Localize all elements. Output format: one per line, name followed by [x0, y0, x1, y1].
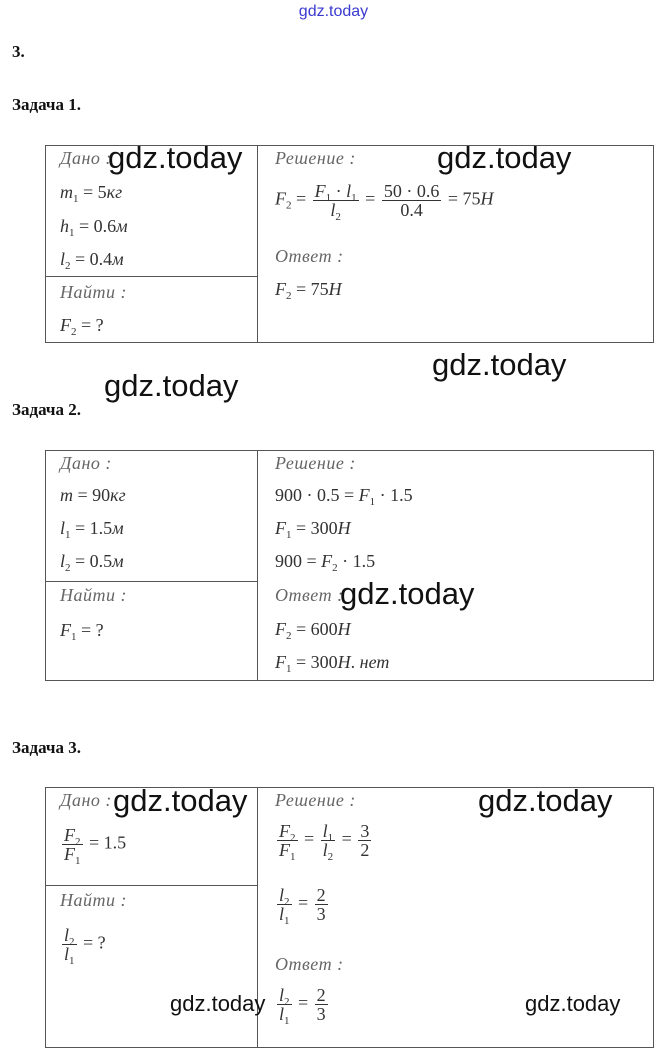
task-2-find-value: $F_1$ = ?: [60, 620, 104, 643]
task-3-given-label: Дано :: [60, 790, 112, 810]
task-3-heading: Задача 3.: [12, 738, 81, 757]
task-2-solution-line-3: $900 = F_2 \cdot 1.5$: [275, 551, 376, 574]
watermark: gdz.today: [170, 991, 266, 1016]
task-2-solution-line-2: $F_1 = 300H$: [275, 518, 351, 541]
task-1-solution-formula: $F_2$ = $\frac{F_1 \cdot l_1}{l_2}$ = $\frac{50 \cdot 0.6}{0.4}$ = 75H: [275, 181, 494, 223]
task-2-solution-label: Решение :: [275, 453, 356, 473]
watermark: gdz.today: [104, 368, 239, 403]
task-3-answer-label: Ответ :: [275, 954, 344, 974]
section-number: 3.: [12, 42, 25, 61]
watermark: gdz.today: [340, 576, 475, 611]
task-2-answer-line-1: $F_2 = 600H$: [275, 619, 351, 642]
task-2-heading: Задача 2.: [12, 400, 81, 419]
task-2-table: [45, 450, 654, 681]
task-3-find-label: Найти :: [60, 890, 127, 910]
task-1-given-l2: $l_2 = 0.4м$: [60, 249, 124, 272]
task-2-given-l1: $l_1 = 1.5м$: [60, 518, 124, 541]
task-3-solution-label: Решение :: [275, 790, 356, 810]
watermark: gdz.today: [432, 347, 567, 382]
task-2-answer-line-2: $F_1 = 300H$. нет: [275, 652, 390, 675]
task-3-given-ratio: $\frac{F_2}{F_1}$ = 1.5: [64, 825, 127, 867]
watermark: gdz.today: [108, 140, 243, 175]
task-1-answer-value: $F_2 = 75H$: [275, 279, 342, 302]
task-1-find-value: $F_2$ = ?: [60, 315, 104, 338]
task-1-find-label: Найти :: [60, 282, 127, 302]
task-3-solution-line-2: $\frac{l_2}{l_1}$ = $\frac{2}{3}$: [279, 885, 326, 927]
task-3-find-value: $\frac{l_2}{l_1}$ = ?: [64, 925, 106, 967]
task-3-solution-line-1: $\frac{F_2}{F_1}$ = $\frac{l_1}{l_2}$ = $\frac{3}{2}$: [279, 821, 370, 863]
task-1-given-label: Дано :: [60, 148, 112, 168]
task-1-given-mass: $m_1 = 5кг$: [60, 182, 123, 205]
task-1-solution-label: Решение :: [275, 148, 356, 168]
task-2-given-label: Дано :: [60, 453, 112, 473]
task-2-given-mass: m = 90кг: [60, 485, 126, 505]
task-2-find-label: Найти :: [60, 585, 127, 605]
watermark: gdz.today: [437, 140, 572, 175]
watermark: gdz.today: [525, 991, 621, 1016]
watermark: gdz.today: [478, 783, 613, 818]
task-3-answer-value: $\frac{l_2}{l_1}$ = $\frac{2}{3}$: [279, 985, 326, 1027]
task-1-given-h1: $h_1 = 0.6м$: [60, 216, 128, 239]
site-header-link[interactable]: gdz.today: [298, 3, 369, 20]
task-1-answer-label: Ответ :: [275, 246, 344, 266]
task-2-answer-label: Ответ :: [275, 585, 344, 605]
task-2-solution-line-1: $900 \cdot 0.5 = F_1 \cdot 1.5$: [275, 485, 413, 508]
watermark: gdz.today: [113, 783, 248, 818]
task-2-given-l2: $l_2 = 0.5м$: [60, 551, 124, 574]
task-1-heading: Задача 1.: [12, 95, 81, 114]
